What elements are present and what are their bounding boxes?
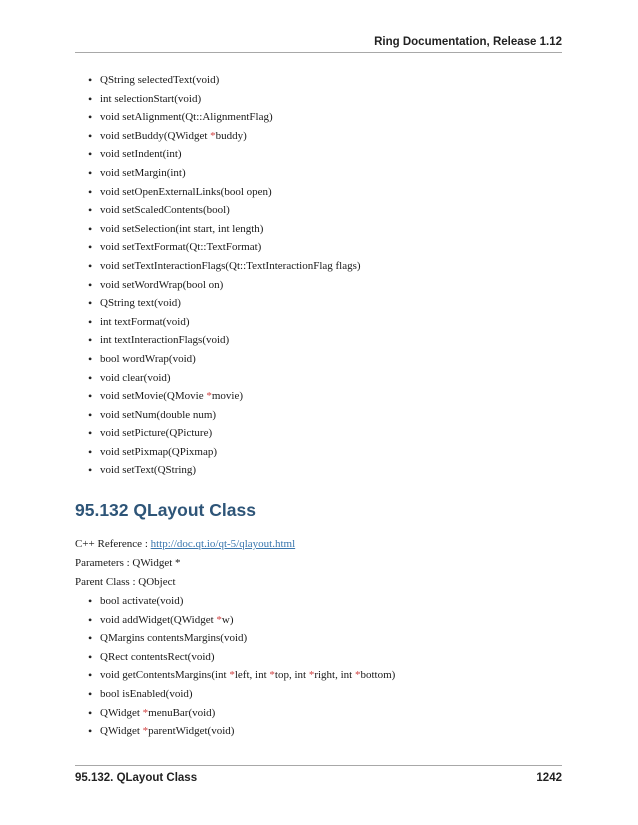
list-item: • QString selectedText(void) xyxy=(88,71,361,90)
list-item: • void setSelection(int start, int length) xyxy=(88,220,361,239)
list-item: • void setIndent(int) xyxy=(88,145,361,164)
list-item: • QWidget *menuBar(void) xyxy=(88,704,395,723)
list-item: • bool isEnabled(void) xyxy=(88,685,395,704)
list-item: • void setTextFormat(Qt::TextFormat) xyxy=(88,238,361,257)
list-item: • void setNum(double num) xyxy=(88,406,361,425)
method-list-bottom xyxy=(88,592,395,741)
section-title: 95.132 QLayout Class xyxy=(75,500,256,520)
list-item: • void setOpenExternalLinks(bool open) xyxy=(88,183,361,202)
list-item: • void setMovie(QMovie *movie) xyxy=(88,387,361,406)
list-item: • QMargins contentsMargins(void) xyxy=(88,629,395,648)
list-item: • bool wordWrap(void) xyxy=(88,350,361,369)
list-item: • void setText(QString) xyxy=(88,461,361,480)
list-item: • void setPicture(QPicture) xyxy=(88,424,361,443)
list-item: • void setWordWrap(bool on) xyxy=(88,276,361,295)
method-list-top xyxy=(88,71,361,480)
list-item: • void setTextInteractionFlags(Qt::TextInteractionFlag flags) xyxy=(88,257,361,276)
parent-class-line: Parent Class : QObject xyxy=(75,576,176,588)
list-item: • void setPixmap(QPixmap) xyxy=(88,443,361,462)
footer-section: 95.132. QLayout Class xyxy=(75,772,198,784)
page-header: Ring Documentation, Release 1.12 xyxy=(374,36,562,48)
list-item: • void clear(void) xyxy=(88,369,361,388)
list-item: • int textFormat(void) xyxy=(88,313,361,332)
list-item: • void setBuddy(QWidget *buddy) xyxy=(88,127,361,146)
header-rule xyxy=(75,52,562,53)
reference-link[interactable]: http://doc.qt.io/qt-5/qlayout.html xyxy=(150,538,296,550)
reference-line xyxy=(75,538,295,550)
list-item: • int textInteractionFlags(void) xyxy=(88,331,361,350)
page-number: 1242 xyxy=(536,772,562,784)
list-item: • int selectionStart(void) xyxy=(88,90,361,109)
list-item: • QRect contentsRect(void) xyxy=(88,648,395,667)
list-item: • void setScaledContents(bool) xyxy=(88,201,361,220)
parameters-line: Parameters : QWidget * xyxy=(75,557,181,569)
reference-label: C++ Reference : xyxy=(75,538,151,550)
page-footer xyxy=(75,772,562,784)
list-item: • void setMargin(int) xyxy=(88,164,361,183)
list-item: • void getContentsMargins(int *left, int *top, int *right, int *bottom) xyxy=(88,666,395,685)
list-item: • void addWidget(QWidget *w) xyxy=(88,611,395,630)
list-item: • bool activate(void) xyxy=(88,592,395,611)
list-item: • QWidget *parentWidget(void) xyxy=(88,722,395,741)
list-item: • QString text(void) xyxy=(88,294,361,313)
list-item: • void setAlignment(Qt::AlignmentFlag) xyxy=(88,108,361,127)
footer-rule xyxy=(75,765,562,766)
